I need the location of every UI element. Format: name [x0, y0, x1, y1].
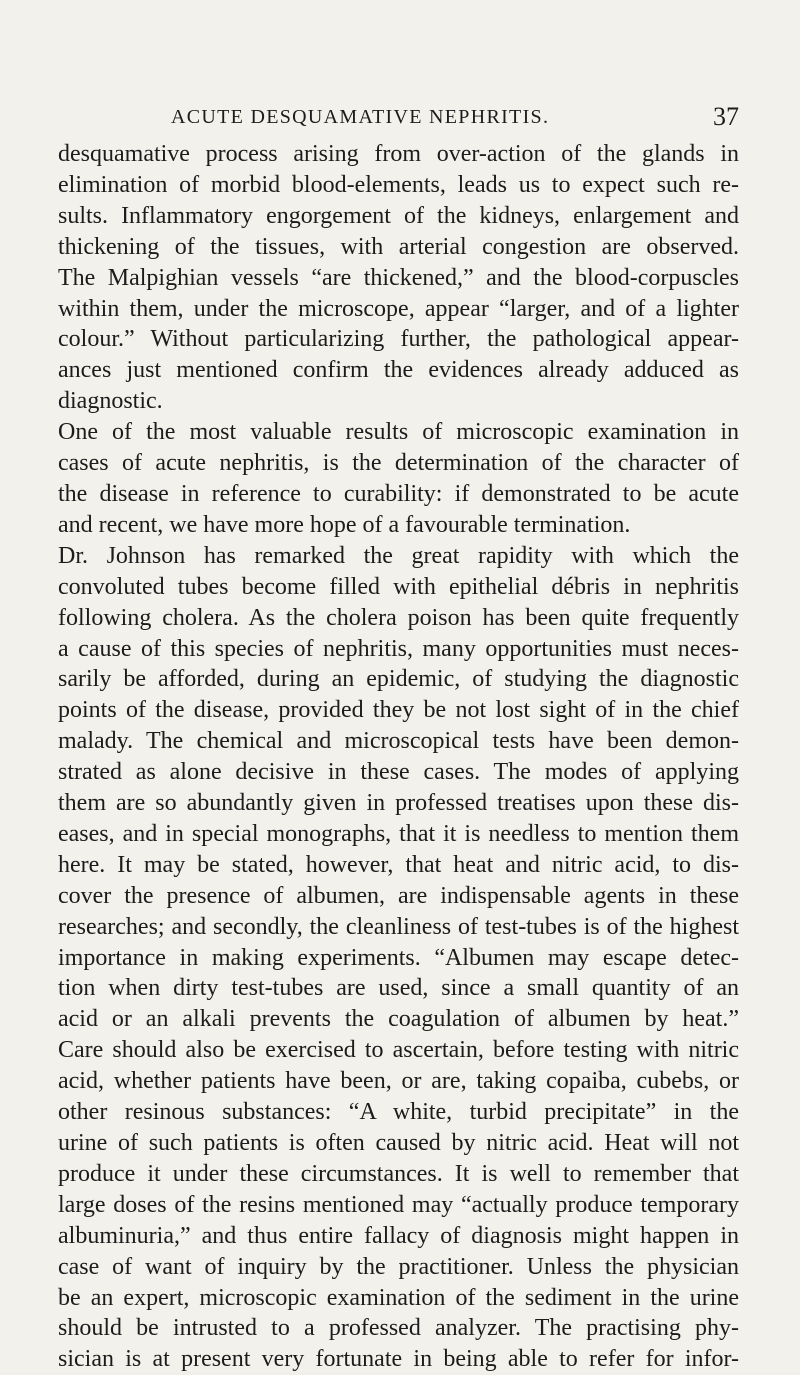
text-line: sarily be afforded, during an epidemic, of studying the diagnostic: [58, 666, 739, 693]
text-line: a cause of this species of nephritis, many opportunities must neces-: [58, 635, 739, 662]
text-line: sults. Inflammatory engorgement of the kidneys, enlargement and: [58, 202, 739, 229]
text-line: One of the most valuable results of microscopic examination in: [58, 419, 739, 446]
text-line: strated as alone decisive in these cases. The modes of applying: [58, 759, 739, 786]
page-number: 37: [713, 102, 739, 131]
text-line: elimination of morbid blood-elements, leads us to expect such re-: [58, 171, 739, 198]
text-line: cases of acute nephritis, is the determination of the character of: [58, 450, 739, 477]
text-line: be an expert, microscopic examination of the sediment in the urine: [58, 1284, 739, 1311]
running-head: [171, 102, 739, 136]
text-line: acid or an alkali prevents the coagulation of albumen by heat.”: [58, 1006, 739, 1033]
running-title: ACUTE DESQUAMATIVE NEPHRITIS.: [171, 106, 550, 128]
text-line: thickening of the tissues, with arterial congestion are observed.: [58, 233, 739, 260]
text-line: albuminuria,” and thus entire fallacy of diagnosis might happen in: [58, 1222, 739, 1249]
text-line: cover the presence of albumen, are indispensable agents in these: [58, 882, 739, 909]
text-line: convoluted tubes become filled with epithelial débris in nephritis: [58, 573, 739, 600]
text-line: acid, whether patients have been, or are, taking copaiba, cubebs, or: [58, 1068, 739, 1095]
text-line: ances just mentioned confirm the evidences already adduced as: [58, 357, 739, 384]
text-line: within them, under the microscope, appear “larger, and of a lighter: [58, 295, 739, 322]
text-line: importance in making experiments. “Albumen may escape detec-: [58, 944, 739, 971]
text-line: tion when dirty test-tubes are used, since a small quantity of an: [58, 975, 739, 1002]
text-line: large doses of the resins mentioned may “actually produce temporary: [58, 1191, 739, 1218]
text-line: diagnostic.: [58, 388, 163, 415]
text-line: the disease in reference to curability: if demonstrated to be acute: [58, 480, 739, 507]
text-line: researches; and secondly, the cleanliness of test-tubes is of the highest: [58, 913, 739, 940]
text-line: produce it under these circumstances. It is well to remember that: [58, 1160, 739, 1187]
text-line: other resinous substances: “A white, turbid precipitate” in the: [58, 1099, 739, 1126]
text-line: case of want of inquiry by the practitioner. Unless the physician: [58, 1253, 739, 1280]
text-line: desquamative process arising from over-action of the glands in: [58, 141, 739, 167]
body-text: [58, 139, 739, 1375]
text-line: here. It may be stated, however, that heat and nitric acid, to dis-: [58, 851, 739, 878]
text-line: should be intrusted to a professed analyzer. The practising phy-: [58, 1315, 739, 1342]
text-line: Care should also be exercised to ascertain, before testing with nitric: [58, 1037, 739, 1064]
text-line: sician is at present very fortunate in being able to refer for infor-: [58, 1346, 739, 1373]
text-line: them are so abundantly given in professed treatises upon these dis-: [58, 790, 739, 817]
text-line: Dr. Johnson has remarked the great rapidity with which the: [58, 542, 739, 569]
text-line: eases, and in special monographs, that it is needless to mention them: [58, 820, 739, 847]
text-line: points of the disease, provided they be not lost sight of in the chief: [58, 697, 739, 724]
text-line: urine of such patients is often caused by nitric acid. Heat will not: [58, 1130, 739, 1156]
text-line: malady. The chemical and microscopical tests have been demon-: [58, 728, 739, 755]
text-line: following cholera. As the cholera poison has been quite frequently: [58, 604, 739, 631]
text-line: and recent, we have more hope of a favourable termination.: [58, 511, 631, 538]
text-line: colour.” Without particularizing further, the pathological appear-: [58, 326, 739, 353]
text-line: The Malpighian vessels “are thickened,” and the blood-corpuscles: [58, 264, 739, 291]
